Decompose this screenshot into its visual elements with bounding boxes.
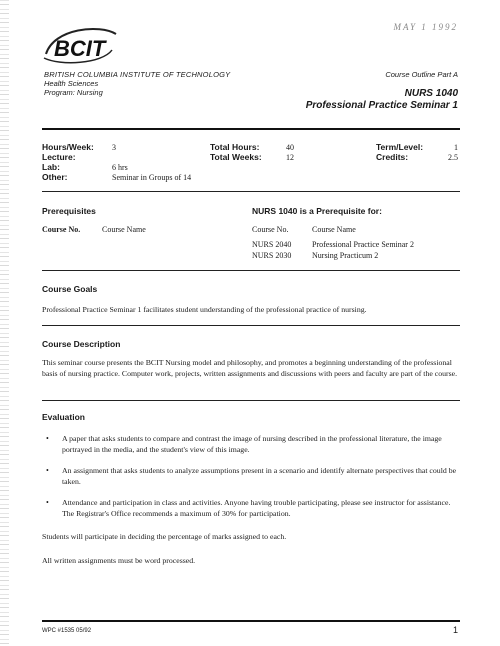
col-course-no: Course No. (252, 225, 289, 234)
bullet-dot: • (46, 466, 49, 475)
header-left (44, 70, 230, 97)
prereq-for-heading: NURS 1040 is a Prerequisite for: (252, 206, 382, 216)
total-weeks-label: Total Weeks: (210, 152, 262, 162)
footer-divider (42, 620, 460, 622)
lecture-label: Lecture: (42, 152, 76, 162)
prerequisites-heading: Prerequisites (42, 206, 96, 216)
goals-heading: Course Goals (42, 284, 98, 294)
divider (42, 191, 460, 192)
term-level-value: 1 (454, 143, 458, 152)
page-number: 1 (452, 625, 458, 635)
institute-name: BRITISH COLUMBIA INSTITUTE OF TECHNOLOGY (44, 70, 231, 79)
form-number: WPC #1535 05/92 (42, 628, 92, 634)
total-hours-value: 40 (286, 143, 294, 152)
total-weeks-value: 12 (286, 153, 294, 162)
outline-type: Course Outline Part A (385, 70, 458, 79)
total-hours-label: Total Hours: (210, 142, 260, 152)
prereq-row-no: NURS 2040 (252, 240, 292, 249)
bullet-dot: • (46, 498, 49, 507)
divider (42, 128, 460, 130)
other-value: Seminar in Groups of 14 (112, 173, 192, 182)
school-name: Health Sciences (44, 79, 99, 88)
other-label: Other: (42, 172, 68, 182)
evaluation-heading: Evaluation (42, 412, 85, 422)
course-code: NURS 1040 (404, 88, 458, 99)
program-name: Program: Nursing (44, 88, 103, 97)
divider (42, 400, 460, 401)
evaluation-item: An assignment that asks students to analyze assumptions present in a scenario and identify alternate perspectives that could be taken. (62, 466, 457, 486)
evaluation-note: Students will participate in deciding the percentage of marks assigned to each. (42, 532, 287, 541)
lab-label: Lab: (42, 162, 60, 172)
prereq-row-no: NURS 2030 (252, 251, 292, 260)
credits-value: 2.5 (448, 153, 458, 162)
received-stamp: MAY 1 1992 (393, 22, 458, 32)
col-course-name: Course Name (312, 225, 356, 234)
evaluation-note: All written assignments must be word processed. (42, 556, 196, 565)
prereq-row-name: Nursing Practicum 2 (312, 251, 379, 260)
bullet-dot: • (46, 434, 49, 443)
evaluation-item: Attendance and participation in class and activities. Anyone having trouble participating, please see instructor for assistance. The Registrar's Office recommends a maximum of 30% for participation. (62, 498, 451, 518)
prereq-row-name: Professional Practice Seminar 2 (312, 240, 414, 249)
col-course-name: Course Name (102, 225, 146, 234)
bcit-logo (40, 20, 120, 68)
lab-value: 6 hrs (112, 163, 128, 172)
divider (42, 325, 460, 326)
credits-label: Credits: (376, 152, 409, 162)
description-text: This seminar course presents the BCIT Nursing model and philosophy, and promotes a beginning understanding of the professional basis of nursing practice. Computer work, projects, written assignments and discussions with peers and faculty are part of the course. (42, 358, 458, 378)
divider (42, 270, 460, 271)
evaluation-item: A paper that asks students to compare and contrast the image of nursing described in the professional literature, the image portrayed in the media, and the student's view of this image. (62, 434, 442, 454)
goals-text: Professional Practice Seminar 1 facilitates student understanding of the professional practice of nursing. (42, 305, 367, 314)
hours-week-label: Hours/Week: (42, 142, 94, 152)
course-title: Professional Practice Seminar 1 (305, 100, 458, 111)
scan-edge (0, 0, 9, 646)
logo-text: BCIT (54, 36, 106, 61)
col-course-no: Course No. (42, 225, 81, 234)
hours-week-value: 3 (112, 143, 116, 152)
term-level-label: Term/Level: (376, 142, 424, 152)
description-heading: Course Description (42, 339, 121, 349)
